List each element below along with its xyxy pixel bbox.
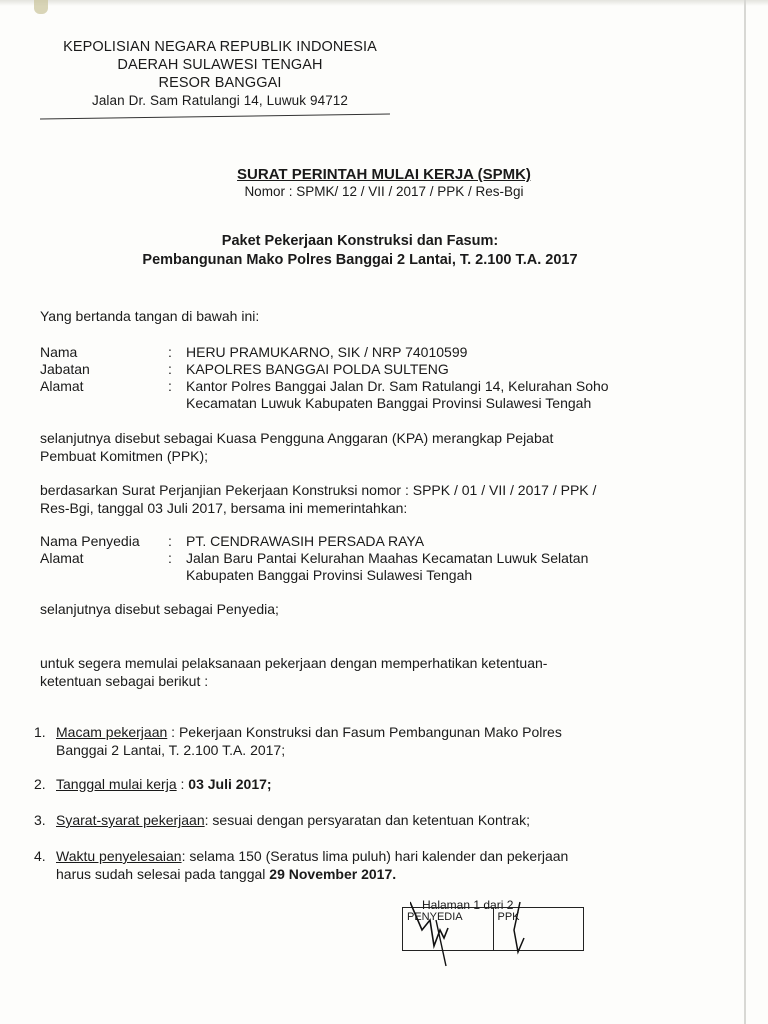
item-separator: :: [176, 776, 189, 792]
colon: :: [168, 361, 172, 377]
item-number: 3.: [34, 812, 46, 828]
item-text: sesuai dengan persyaratan dan ketentuan Kontrak;: [212, 812, 530, 828]
list-item-3: [34, 811, 684, 829]
penyedia-cell: PENYEDIA: [407, 911, 463, 923]
page-edge: [744, 0, 746, 1024]
letterhead-line1: KEPOLISIAN NEGARA REPUBLIK INDONESIA: [63, 39, 377, 55]
list-item-4: [34, 847, 684, 883]
ppk-cell: PPK: [493, 908, 584, 950]
item-number: 2.: [34, 776, 46, 792]
item-text: selama 150 (Seratus lima puluh) hari kalender dan pekerjaan: [189, 848, 569, 864]
item-text-continued: Banggai 2 Lantai, T. 2.100 T.A. 2017;: [56, 742, 286, 758]
document-number: Nomor : SPMK/ 12 / VII / 2017 / PPK / Res-Bgi: [244, 184, 524, 199]
signer-position-value: KAPOLRES BANGGAI POLDA SULTENG: [186, 361, 449, 377]
letterhead-line3: RESOR BANGGAI: [158, 75, 282, 91]
intro-text: Yang bertanda tangan di bawah ini:: [40, 308, 260, 324]
kpa-paragraph: [40, 429, 680, 465]
signer-position-row: [40, 360, 449, 378]
item-number: 4.: [34, 848, 46, 864]
signer-name-label: Nama: [40, 344, 78, 360]
signer-name-value: HERU PRAMUKARNO, SIK / NRP 74010599: [186, 344, 468, 360]
item-label: Syarat-syarat pekerjaan: [56, 812, 205, 828]
sppk-line1: berdasarkan Surat Perjanjian Pekerjaan Konstruksi nomor : SPPK / 01 / VII / 2017 / PPK /: [40, 482, 597, 498]
item-bold-text: 29 November 2017.: [269, 866, 397, 882]
colon: :: [168, 533, 172, 549]
package-line1: Paket Pekerjaan Konstruksi dan Fasum:: [221, 233, 499, 249]
sppk-paragraph: [40, 481, 680, 517]
kpa-line1: selanjutnya disebut sebagai Kuasa Pengguna Anggaran (KPA) merangkap Pejabat: [40, 430, 554, 446]
staple-mark: [34, 0, 48, 14]
letterhead: [50, 38, 390, 110]
untuk-line2: ketentuan sebagai berikut :: [40, 673, 209, 689]
signer-position-label: Jabatan: [40, 361, 90, 377]
penyedia-paragraph: selanjutnya disebut sebagai Penyedia;: [40, 601, 279, 617]
item-text: Pekerjaan Konstruksi dan Fasum Pembangunan Mako Polres: [178, 724, 562, 740]
scan-shadow: [0, 0, 768, 6]
colon: :: [168, 550, 172, 566]
provider-address-value-2: Kabupaten Banggai Provinsi Sulawesi Tengah: [186, 567, 473, 583]
colon: :: [168, 378, 172, 394]
sppk-line2: Res-Bgi, tanggal 03 Juli 2017, bersama ini memerintahkan:: [40, 500, 408, 516]
package-heading: [0, 232, 720, 270]
provider-name-label: Nama Penyedia: [40, 533, 140, 549]
provider-name-row: [40, 532, 424, 550]
signer-address-row: [40, 377, 609, 395]
item-bold-text: 03 Juli 2017;: [188, 776, 272, 792]
signer-address-label: Alamat: [40, 378, 84, 394]
item-number: 1.: [34, 724, 46, 740]
provider-name-value: PT. CENDRAWASIH PERSADA RAYA: [186, 533, 425, 549]
item-text-pre: harus sudah selesai pada tanggal: [56, 866, 270, 882]
signature-initials: [410, 900, 550, 970]
list-item-1: [34, 723, 684, 759]
provider-address-row: [40, 549, 588, 567]
item-separator: :: [167, 724, 179, 740]
list-item-2: [34, 775, 684, 793]
untuk-line1: untuk segera memulai pelaksanaan pekerjaan dengan memperhatikan ketentuan-: [40, 655, 548, 671]
provider-address-value-1: Jalan Baru Pantai Kelurahan Maahas Kecamatan Luwuk Selatan: [186, 550, 589, 566]
signer-name-row: [40, 343, 467, 361]
item-text-continued: [34, 865, 684, 883]
letterhead-divider: [40, 114, 390, 120]
signer-address-value-2: Kecamatan Luwuk Kabupaten Banggai Provinsi Sulawesi Tengah: [186, 395, 592, 411]
provider-address-label: Alamat: [40, 550, 84, 566]
page-number: Halaman 1 dari 2: [422, 898, 514, 912]
signer-address-value-1: Kantor Polres Banggai Jalan Dr. Sam Ratulangi 14, Kelurahan Soho: [186, 378, 609, 394]
item-label: Waktu penyelesaian: [56, 848, 182, 864]
item-label: Macam pekerjaan: [56, 724, 168, 740]
item-label: Tanggal mulai kerja: [56, 776, 177, 792]
kpa-line2: Pembuat Komitmen (PPK);: [40, 448, 209, 464]
letterhead-address: Jalan Dr. Sam Ratulangi 14, Luwuk 94712: [91, 93, 349, 108]
package-line2: Pembangunan Mako Polres Banggai 2 Lantai, T. 2.100 T.A. 2017: [142, 252, 578, 268]
untuk-paragraph: [40, 654, 680, 690]
document-title: SURAT PERINTAH MULAI KERJA (SPMK): [237, 166, 531, 183]
colon: :: [168, 344, 172, 360]
letterhead-line2: DAERAH SULAWESI TENGAH: [117, 57, 323, 73]
item-separator: :: [204, 812, 213, 828]
item-separator: :: [181, 848, 190, 864]
